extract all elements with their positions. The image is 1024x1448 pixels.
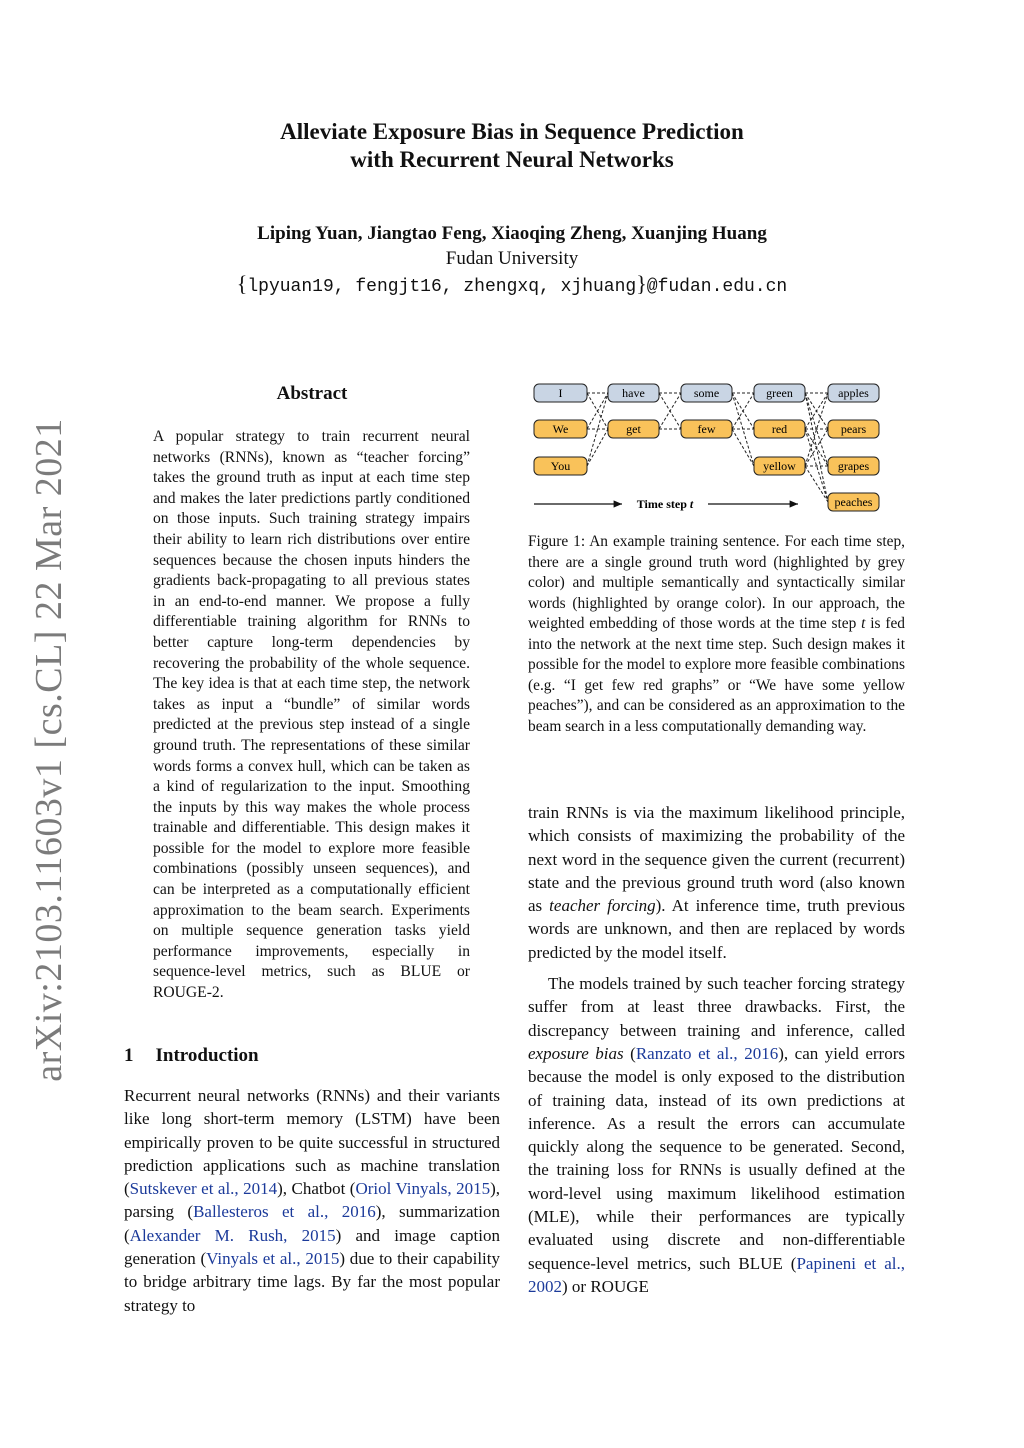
edge [587, 429, 608, 466]
node-label: have [622, 386, 645, 400]
citation-year: 2015 [305, 1249, 340, 1269]
node-label: apples [838, 386, 869, 400]
caption-text: is fed into the network at the next time step. Such design makes it possible for the model to explore more feasible combinations (e.g. “I get few red graphs” or “We have some yellow peaches”), and can be considered as an approximation to the beam search in a less computationally demanding way. [528, 615, 905, 735]
figure-caption [528, 532, 905, 737]
node-label: few [697, 422, 716, 436]
text-run: ) or ROUGE [562, 1276, 649, 1296]
citation-separator: , [234, 1179, 244, 1199]
paper-title [0, 118, 1024, 174]
citation-author: Ballesteros et al. [193, 1202, 325, 1222]
node-label: pears [840, 422, 867, 436]
node-get [608, 420, 659, 438]
email-users: lpyuan19, fengjt16, zhengxq, xjhuang [247, 277, 637, 297]
text-run: The models trained by such teacher forcing strategy suffer from at least three drawbacks. First, the discrepancy between training and inference, called [528, 974, 905, 1040]
node-label: We [552, 422, 569, 436]
time-axis-text: Time step [636, 497, 690, 511]
node-few [681, 420, 732, 438]
title-line-1: Alleviate Exposure Bias in Sequence Prediction [280, 119, 744, 144]
caption-variable: t [861, 615, 866, 632]
paragraph [528, 972, 905, 1298]
text-run: ) due to their capability to bridge arbitrary time lags. By far the most popular strategy to [124, 1249, 501, 1315]
node-some [681, 384, 732, 402]
brace-open: { [236, 271, 248, 296]
intro-paragraph [124, 1084, 500, 1317]
text-run: ), summarization ( [124, 1202, 500, 1245]
citation-author: Vinyals et al. [206, 1249, 297, 1269]
citation-author: Sutskever et al. [129, 1179, 235, 1199]
citation-link[interactable] [636, 1044, 778, 1063]
text-run: ), parsing ( [124, 1179, 500, 1222]
caption-text: Figure 1: An example training sentence. For each time step, there are a single ground truth word (highlighted by grey color) and multiple semantically and syntactically similar words (highlighted by orange color). In our approach, the weighted embedding of those words at the time step [528, 533, 905, 632]
emphasis: exposure bias [528, 1043, 624, 1063]
citation-link[interactable] [193, 1202, 376, 1221]
text-run: ), Chatbot ( [277, 1179, 356, 1199]
section-number: 1 [124, 1045, 134, 1066]
email-domain: @fudan.edu.cn [646, 277, 788, 297]
node-yellow [754, 457, 805, 475]
citation-separator: , [900, 1253, 905, 1273]
citation-year: 2016 [744, 1043, 779, 1063]
node-label: yellow [763, 459, 796, 473]
affiliation: Fudan University [445, 248, 579, 269]
citation-separator: , [296, 1249, 306, 1269]
node-label: I [558, 386, 563, 400]
time-axis-variable: t [689, 497, 694, 511]
citation-separator: , [324, 1202, 342, 1222]
edge [805, 466, 828, 502]
citation-link[interactable] [130, 1179, 277, 1198]
arxiv-sidebar [18, 418, 80, 1082]
edge [732, 429, 754, 466]
abstract-text: A popular strategy to train recurrent neural networks (RNNs), known as “teacher forcing” takes the ground truth as input at each time step and makes the later predictions partly conditioned on those inputs. Such training strategy impairs their ability to learn rich distributions over entire sequences because the chosen inputs hinders the gradients back-propagating to all previous states in an end-to-end manner. We propose a fully differentiable training algorithm for RNNs to better capture long-term dependencies by recovering the probability of the whole sequence. The key idea is that at each time step, the network takes as input a “bundle” of similar words predicted at the previous step instead of a single ground truth. The representations of these similar words forms a convex hull, which can be taken as a kind of regularization to the input. Smoothing the inputs by this way makes the whole process trainable and differentiable. This design makes it possible for the model to explore more feasible combinations (possibly unseen sequences), and can be interpreted as a computationally efficient approximation to the beam search. Experiments on multiple sequence generation tasks yield performance improvements, especially in sequence-level metrics, such as BLUE or ROUGE-2. [153, 428, 470, 1002]
text-run: ). At inference time, truth previous words are unknown, and then are replaced by words predicted by the model itself. [528, 896, 905, 962]
figure-1-diagram [530, 378, 910, 518]
citation-author: Papineni et al. [796, 1253, 901, 1273]
emphasis: teacher forcing [549, 896, 656, 916]
title-line-2: with Recurrent Neural Networks [350, 147, 674, 172]
citation-link[interactable]: Oriol Vinyals, 2015 [355, 1179, 491, 1199]
node-apples [828, 384, 879, 402]
citation-separator: , [733, 1043, 745, 1063]
arxiv-identifier: arXiv:2103.11603v1 [cs.CL] 22 Mar 2021 [28, 418, 70, 1082]
node-label: red [771, 422, 788, 436]
section-title: Introduction [155, 1045, 259, 1066]
citation-year: 2014 [243, 1179, 278, 1199]
citation-year: 2016 [341, 1202, 376, 1222]
node-You [534, 457, 587, 475]
figure-edges [587, 393, 828, 502]
text-run: ), can yield errors because the model is only exposed to the distribution of training data, instead of its own predictions at inference. As a result the errors can accumulate quickly along the sequence to be generated. Second, the training loss for RNNs is usually defined at the word-level using maximum likelihood estimation (MLE), while their performances are typically evaluated using discrete and non-differentiable sequence-level metrics, such BLUE ( [528, 1043, 905, 1273]
author-list: Liping Yuan, Jiangtao Feng, Xiaoqing Zheng, Xuanjing Huang [257, 223, 767, 244]
text-run: train RNNs is via the maximum likelihood principle, which consists of maximizing the probability of the next word in the sequence given the current (recurrent) state and the previous ground truth word (also known as [528, 803, 905, 916]
text-run: ( [623, 1043, 636, 1063]
section-heading [124, 1045, 259, 1067]
node-label: peaches [834, 495, 873, 509]
node-label: You [550, 459, 571, 473]
author-emails [0, 272, 1024, 299]
citation-year: 2002 [528, 1276, 562, 1296]
paragraph [528, 801, 905, 964]
node-label: some [693, 386, 720, 400]
node-green [754, 384, 805, 402]
text-run: ) and image caption generation ( [124, 1225, 501, 1269]
node-grapes [828, 457, 879, 475]
node-We [534, 420, 587, 438]
right-column-text [528, 801, 905, 1298]
time-axis-label [637, 497, 694, 511]
node-label: green [766, 386, 793, 400]
node-pears [828, 420, 879, 438]
citation-author: Ranzato et al. [635, 1043, 734, 1063]
brace-close: } [636, 271, 647, 296]
node-have [608, 384, 659, 402]
citation-link[interactable] [206, 1249, 339, 1268]
node-I [534, 384, 587, 402]
node-peaches [828, 493, 879, 511]
citation-link[interactable]: Alexander M. Rush, 2015 [129, 1225, 336, 1245]
text-run: Recurrent neural networks (RNNs) and their variants like long short-term memory (LSTM) have been empirically proven to be quite successful in structured prediction applications such as machine translation ( [124, 1086, 500, 1199]
node-label: grapes [837, 459, 870, 473]
node-red [754, 420, 805, 438]
abstract-heading: Abstract [276, 383, 348, 404]
node-label: get [626, 422, 641, 436]
